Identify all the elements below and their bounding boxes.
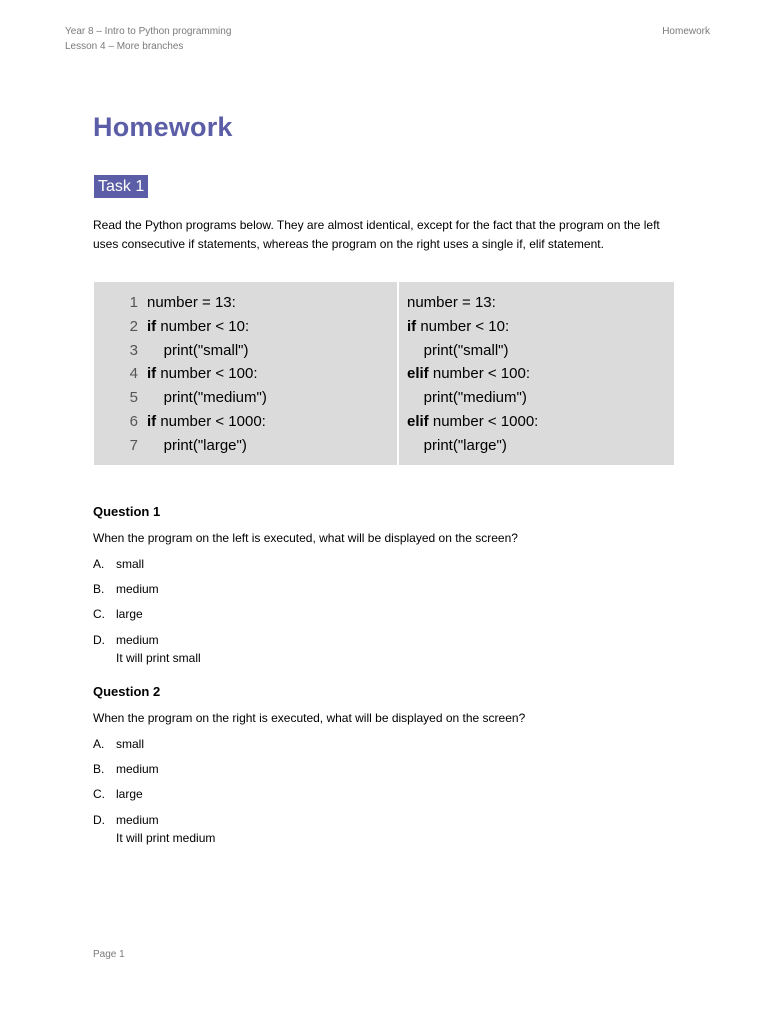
line-number: 3	[129, 341, 138, 359]
code-line	[147, 339, 397, 363]
option-text: medium	[116, 633, 159, 647]
option-text: medium	[116, 813, 159, 827]
question1-option-c	[93, 607, 143, 621]
code-right-program	[399, 282, 538, 465]
option-letter: B.	[93, 582, 105, 596]
header-left	[65, 24, 231, 54]
line-numbers	[94, 282, 138, 465]
code-text: print("large")	[147, 436, 247, 454]
code-keyword: if	[147, 317, 157, 335]
code-text: number = 13:	[147, 294, 236, 311]
code-text: print("medium")	[407, 389, 527, 407]
code-line	[407, 362, 538, 386]
code-line	[147, 362, 397, 386]
code-text: number < 1000:	[156, 412, 266, 430]
code-line	[407, 410, 538, 434]
code-line	[147, 386, 397, 410]
code-text: number = 13:	[407, 294, 496, 311]
line-number: 1	[129, 294, 138, 311]
line-number: 2	[129, 317, 138, 335]
option-letter: C.	[93, 787, 105, 801]
header-right: Homework	[662, 26, 710, 37]
option-text: small	[116, 737, 145, 751]
code-line	[147, 291, 397, 315]
code-line	[407, 315, 538, 339]
code-keyword: if	[407, 317, 417, 335]
option-letter: B.	[93, 762, 105, 776]
line-number: 5	[129, 389, 138, 407]
question1-option-b	[93, 582, 159, 596]
option-text: medium	[116, 762, 159, 776]
code-table	[94, 282, 674, 465]
code-text: print("medium")	[147, 389, 267, 407]
option-text: medium	[116, 582, 159, 596]
question2-option-a	[93, 737, 144, 751]
code-line	[407, 339, 538, 363]
code-left-program	[138, 282, 397, 465]
code-keyword: elif	[407, 412, 429, 430]
line-number: 6	[129, 412, 138, 430]
code-line	[407, 291, 538, 315]
code-line	[147, 315, 397, 339]
line-number: 4	[129, 365, 138, 383]
code-text: print("large")	[407, 436, 507, 454]
question1-text: When the program on the left is executed, what will be displayed on the screen?	[93, 531, 518, 545]
code-line	[147, 434, 397, 458]
option-text: small	[116, 557, 145, 571]
code-text: number < 100:	[156, 365, 258, 383]
code-text: number < 100:	[428, 365, 531, 383]
option-letter: D.	[93, 633, 105, 647]
header-lesson: Lesson 4 – More branches	[65, 41, 184, 52]
question1-heading: Question 1	[93, 504, 161, 519]
question2-option-b	[93, 762, 159, 776]
page-number: Page 1	[93, 949, 125, 960]
code-line	[147, 410, 397, 434]
code-text: print("small")	[407, 341, 509, 359]
question2-heading: Question 2	[93, 684, 161, 699]
option-letter: C.	[93, 607, 105, 621]
header-course: Year 8 – Intro to Python programming	[65, 26, 232, 37]
code-line	[407, 386, 538, 410]
question2-answer: It will print medium	[116, 831, 216, 845]
code-keyword: if	[147, 412, 157, 430]
line-number: 7	[129, 436, 138, 454]
code-keyword: elif	[407, 365, 429, 383]
question2-option-c	[93, 787, 143, 801]
code-text: print("small")	[147, 341, 249, 359]
code-text: number < 10:	[416, 317, 510, 335]
question1-option-d	[93, 633, 159, 647]
code-keyword: if	[147, 365, 157, 383]
option-text: large	[116, 787, 143, 801]
code-text: number < 1000:	[428, 412, 539, 430]
option-text: large	[116, 607, 143, 621]
question1-answer: It will print small	[116, 651, 201, 665]
option-letter: A.	[93, 557, 105, 571]
code-line	[407, 434, 538, 458]
task-label: Task 1	[94, 175, 148, 198]
page-title: Homework	[93, 112, 233, 142]
intro-paragraph: Read the Python programs below. They are almost identical, except for the fact that the program on the left uses consecutive if statements, whereas the program on the right uses a single if, elif statement.	[93, 218, 660, 251]
question2-text: When the program on the right is executed, what will be displayed on the screen?	[93, 711, 526, 725]
option-letter: D.	[93, 813, 105, 827]
code-text: number < 10:	[156, 317, 250, 335]
option-letter: A.	[93, 737, 105, 751]
question1-option-a	[93, 557, 144, 571]
question2-option-d	[93, 813, 159, 827]
